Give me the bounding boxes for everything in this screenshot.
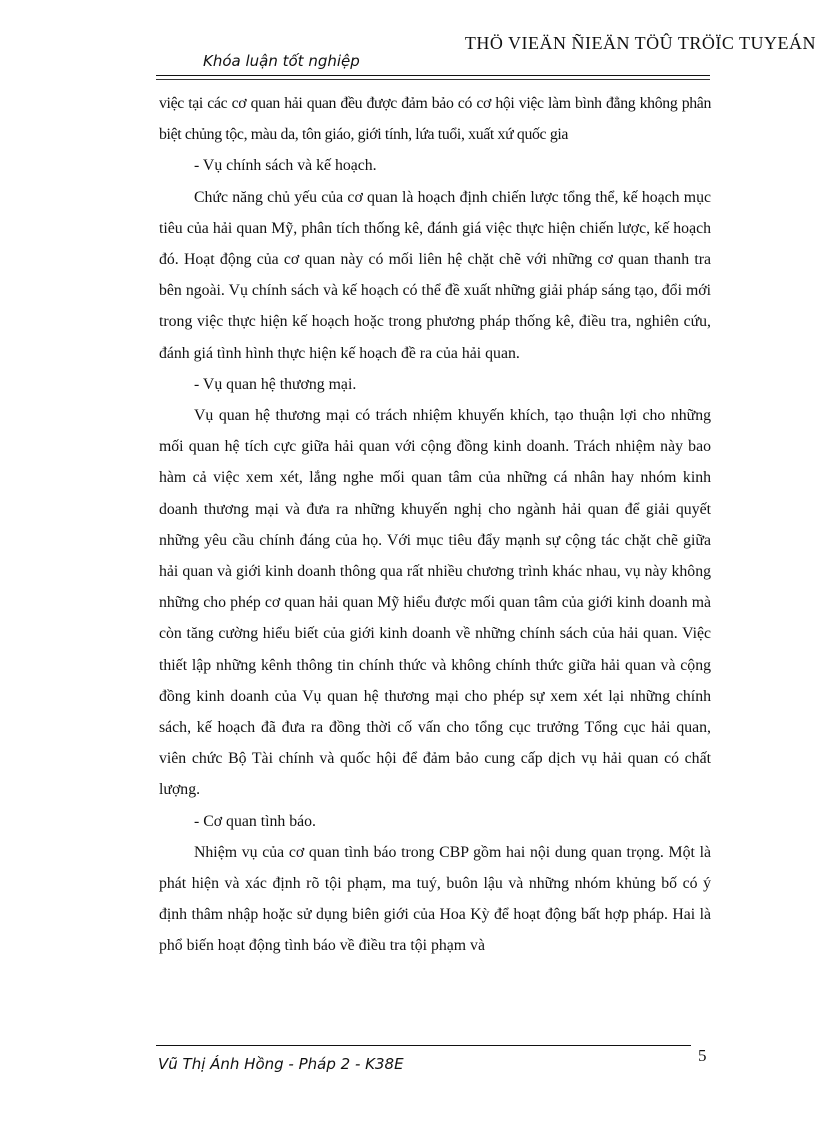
paragraph-policy: Chức năng chủ yếu của cơ quan là hoạch định chiến lược tổng thể, kế hoạch mục tiêu của hải quan Mỹ, phân tích thống kê, đánh giá việc thực hiện chiến lược, kế hoạch đó. Hoạt động của cơ quan này có mối liên hệ chặt chẽ với những cơ quan thanh tra bên ngoài. Vụ chính sách và kế hoạch có thể đề xuất những giải pháp sáng tạo, đổi mới trong việc thực hiện kế hoạch hoặc trong phương pháp thống kê, điều tra, nghiên cứu, đánh giá tình hình thực hiện kế hoạch đề ra của hải quan. xyxy=(159,188,711,362)
footer-author: Vũ Thị Ánh Hồng - Pháp 2 - K38E xyxy=(158,1055,404,1073)
paragraph-trade: Vụ quan hệ thương mại có trách nhiệm khuyến khích, tạo thuận lợi cho những mối quan hệ tích cực giữa hải quan với cộng đồng kinh doanh. Trách nhiệm này bao hàm cả việc xem xét, lắng nghe mối quan tâm của những cá nhân hay nhóm kinh doanh thương mại và đưa ra những khuyến nghị cho ngành hải quan để giải quyết những yêu cầu chính đáng của họ. Với mục tiêu đẩy mạnh sự cộng tác chặt chẽ giữa hải quan và giới kinh doanh thông qua rất nhiều chương trình khác nhau, vụ này không những cho phép cơ quan hải quan Mỹ hiểu được mối quan tâm của giới kinh doanh mà còn tăng cường hiểu biết của giới kinh doanh về những chính sách của hải quan. Việc thiết lập những kênh thông tin chính thức và không chính thức giữa hải quan và cộng đồng kinh doanh của Vụ quan hệ thương mại cho phép sự xem xét lại những chính sách, kế hoạch đã đưa ra đồng thời cố vấn cho tổng cục trưởng Tổng cục hải quan, viên chức Bộ Tài chính và quốc hội để đảm bảo cung cấp dịch vụ hải quan có chất lượng. xyxy=(159,407,711,799)
body-text xyxy=(159,88,711,962)
header-rule-thin xyxy=(156,79,710,80)
header-rule xyxy=(156,75,710,76)
section-heading-policy: - Vụ chính sách và kế hoạch. xyxy=(194,157,377,175)
header-watermark: THÖ VIEÄN ÑIEÄN TÖÛ TRÖÏC TUYEÁN xyxy=(464,33,816,53)
footer-rule xyxy=(156,1045,691,1046)
paragraph-intelligence: Nhiệm vụ của cơ quan tình báo trong CBP gồm hai nội dung quan trọng. Một là phát hiện và xác định rõ tội phạm, ma tuý, buôn lậu và những nhóm khủng bố có ý định thâm nhập hoặc sử dụng biên giới của Hoa Kỳ để hoạt động bất hợp pháp. Hai là phổ biến hoạt động tình báo về điều tra tội phạm và xyxy=(159,843,711,955)
header-title: Khóa luận tốt nghiệp xyxy=(203,52,360,70)
paragraph-continuation: việc tại các cơ quan hải quan đều được đảm bảo có cơ hội việc làm bình đẳng không phân biệt chủng tộc, màu da, tôn giáo, giới tính, lứa tuổi, xuất xứ quốc gia xyxy=(159,95,711,144)
page-number: 5 xyxy=(698,1046,707,1065)
section-heading-intelligence: - Cơ quan tình báo. xyxy=(194,812,316,830)
section-heading-trade: - Vụ quan hệ thương mại. xyxy=(194,375,357,393)
